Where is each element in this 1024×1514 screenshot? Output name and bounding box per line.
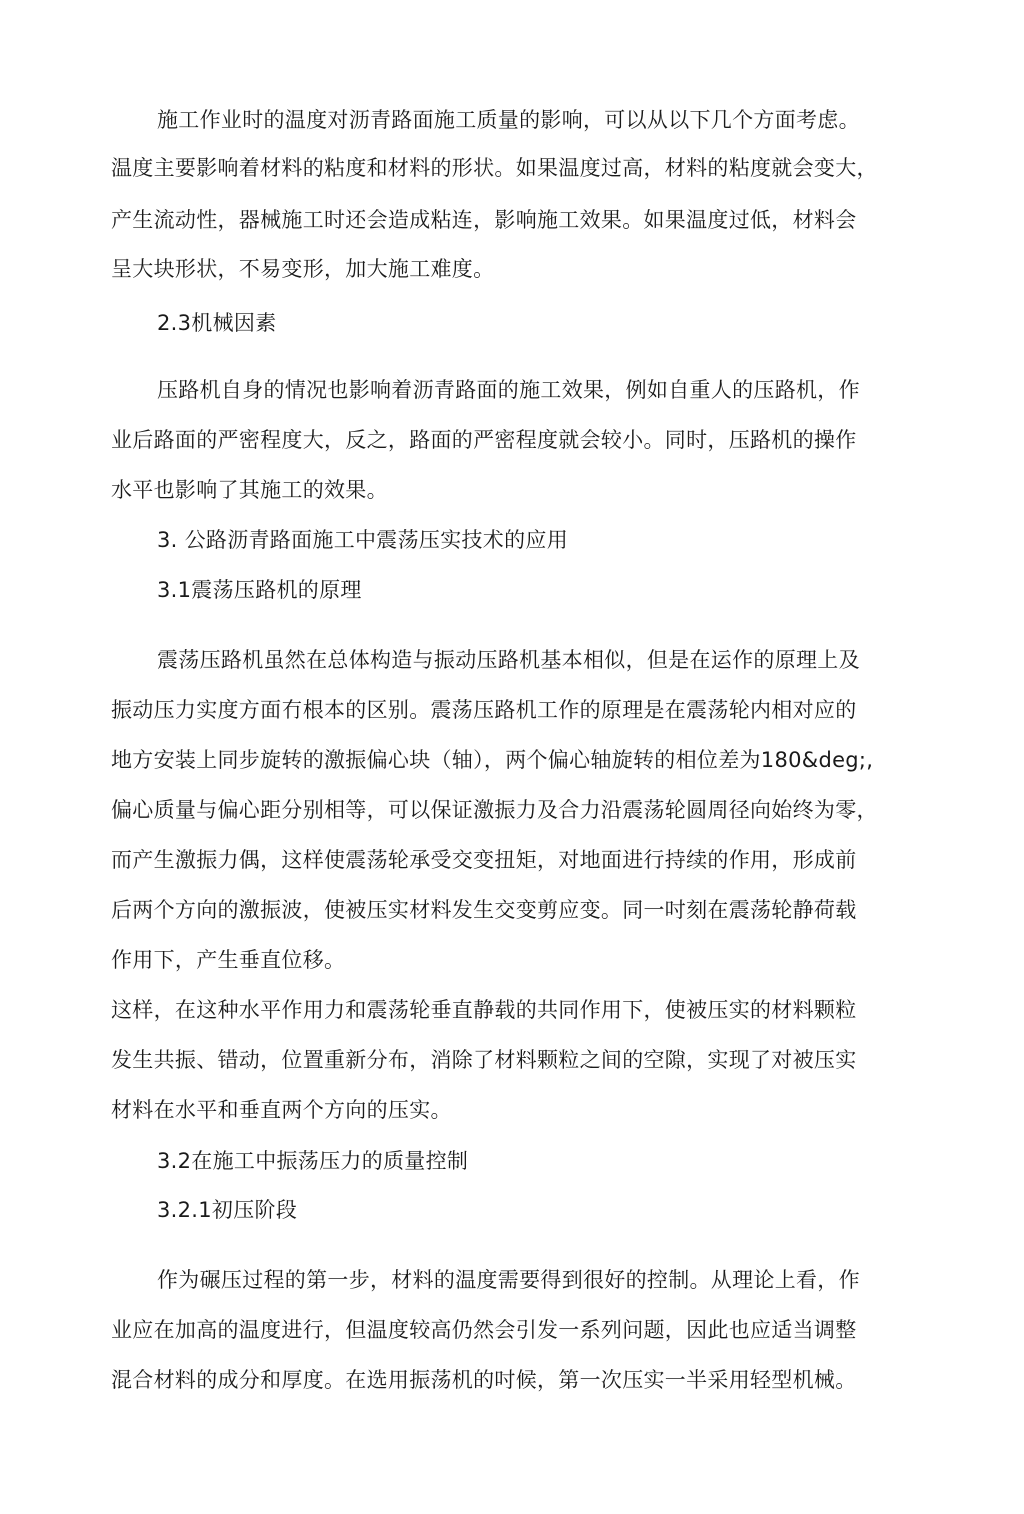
section-heading: 3. 公路沥青路面施工中震荡压实技术的应用 bbox=[157, 528, 569, 552]
paragraph-line: 材料在水平和垂直两个方向的压实。 bbox=[111, 1098, 452, 1122]
paragraph-line: 业后路面的严密程度大，反之，路面的严密程度就会较小。同时，压路机的操作 bbox=[111, 428, 857, 452]
paragraph-line: 而产生激振力偶，这样使震荡轮承受交变扭矩，对地面进行持续的作用，形成前 bbox=[111, 848, 857, 872]
paragraph-line: 偏心质量与偏心距分别相等，可以保证激振力及合力沿震荡轮圆周径向始终为零， bbox=[111, 798, 878, 822]
paragraph-line: 呈大块形状，不易变形，加大施工难度。 bbox=[111, 257, 495, 281]
paragraph-line: 水平也影响了其施工的效果。 bbox=[111, 478, 388, 502]
paragraph-line: 地方安装上同步旋转的激振偏心块（轴），两个偏心轴旋转的相位差为180&deg;, bbox=[111, 748, 874, 772]
section-heading: 3.2在施工中振荡压力的质量控制 bbox=[157, 1149, 469, 1173]
paragraph-line: 施工作业时的温度对沥青路面施工质量的影响，可以从以下几个方面考虑。 bbox=[157, 108, 860, 132]
paragraph-line: 震荡压路机虽然在总体构造与振动压路机基本相似，但是在运作的原理上及 bbox=[157, 648, 860, 672]
section-heading: 3.2.1初压阶段 bbox=[157, 1198, 298, 1222]
paragraph-line: 振动压力实度方面冇根本的区别。震荡压路机工作的原理是在震荡轮内相对应的 bbox=[111, 698, 857, 722]
paragraph-line: 作为碾压过程的第一步，材料的温度需要得到很好的控制。从理论上看，作 bbox=[157, 1268, 860, 1292]
section-heading: 3.1震荡压路机的原理 bbox=[157, 578, 362, 602]
paragraph-line: 产生流动性，器械施工时还会造成粘连，影响施工效果。如果温度过低，材料会 bbox=[111, 208, 857, 232]
paragraph-line: 混合材料的成分和厚度。在选用振荡机的吋候，第一次压实一半采用轻型机械。 bbox=[111, 1368, 857, 1392]
paragraph-line: 这样，在这种水平作用力和震荡轮垂直静载的共同作用下，使被压实的材料颗粒 bbox=[111, 998, 857, 1022]
section-heading: 2.3机械因素 bbox=[157, 311, 277, 335]
paragraph-line: 发生共振、错动，位置重新分布，消除了材料颗粒之间的空隙，实现了对被压实 bbox=[111, 1048, 857, 1072]
paragraph-line: 作用下，产生垂直位移。 bbox=[111, 948, 346, 972]
paragraph-line: 业应在加高的温度进行，但温度较高仍然会引发一系列问题，因此也应适当调整 bbox=[111, 1318, 857, 1342]
paragraph-line: 后两个方向的激振波，使被压实材料发生交变剪应变。同一吋刻在震荡轮静荷载 bbox=[111, 898, 857, 922]
paragraph-line: 压路机自身的情况也影响着沥青路面的施工效果，例如自重人的压路机，作 bbox=[157, 378, 860, 402]
paragraph-line: 温度主要影响着材料的粘度和材料的形状。如果温度过高，材料的粘度就会变大， bbox=[111, 156, 878, 180]
